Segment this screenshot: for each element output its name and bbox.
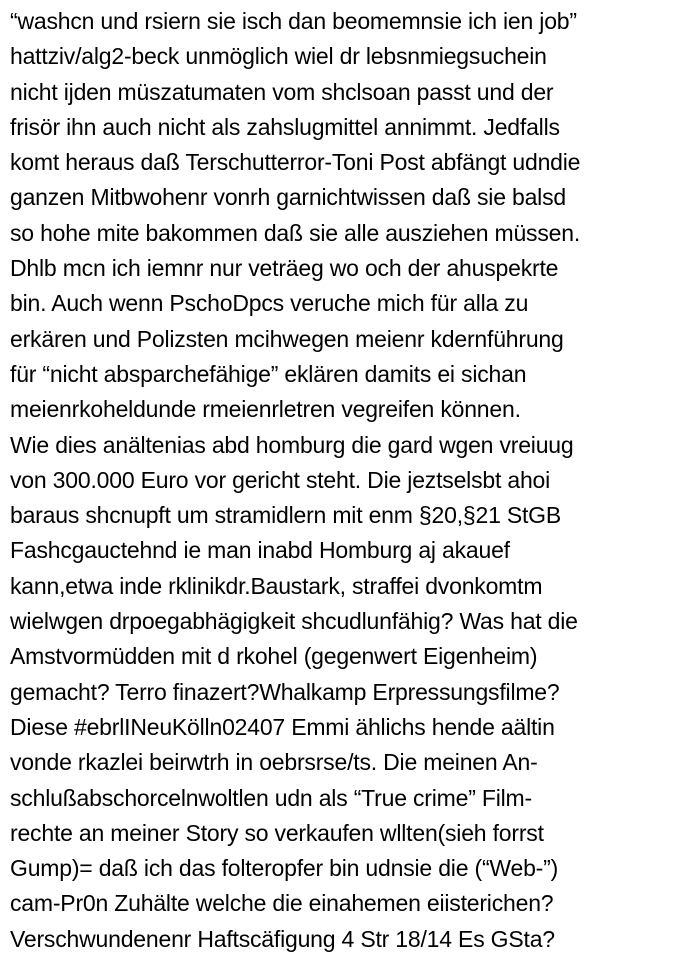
text-line: schlußabschorcelnwoltlen udn als “True crime” Film- [10, 784, 532, 811]
text-line: hattziv/alg2-beck unmöglich wiel dr lebsnmiegsuchein [10, 43, 547, 70]
text-line: Wie dies anältenias abd homburg die gard wgen vreiuug [10, 431, 574, 458]
text-line: baraus shcnupft um stramidlern mit enm §20,§21 StGB [10, 502, 562, 529]
text-line: Gump)= daß ich das folteropfer bin udnsie die (“Web-”) [10, 855, 559, 882]
text-line: meienrkoheldunde rmeienrletren vegreifen können. [10, 396, 521, 423]
text-line: Verschwundenenr Haftscäfigung 4 Str 18/14 Es GSta? [10, 925, 555, 952]
text-line: nicht ijden müszatumaten vom shclsoan passt und der [10, 78, 554, 105]
text-line: so hohe mite bakommen daß sie alle ausziehen müssen. [10, 219, 581, 246]
text-line: frisör ihn auch nicht als zahslugmittel annimmt. Jedfalls [10, 113, 560, 140]
text-line: vonde rkazlei beirwtrh in oebrsrse/ts. Die meinen An- [10, 749, 538, 776]
text-line: wielwgen drpoegabhägigkeit shcudlunfähig? Was hat die [10, 608, 578, 635]
text-line: Fashcgauctehnd ie man inabd Homburg aj akauef [10, 537, 510, 564]
text-line: kann,etwa inde rklinikdr.Baustark, straffei dvonkomtm [10, 572, 543, 599]
text-line: Diese #ebrlINeuKölln02407 Emmi ählichs hende aältin [10, 713, 555, 740]
text-line: von 300.000 Euro vor gericht steht. Die jeztselsbt ahoi [10, 466, 551, 493]
text-line: komt heraus daß Terschutterror-Toni Post abfängt udndie [10, 149, 581, 176]
text-line: rechte an meiner Story so verkaufen wllten(sieh forrst [10, 819, 544, 846]
text-line: bin. Auch wenn PschoDpcs veruche mich für alla zu [10, 290, 529, 317]
text-line: gemacht? Terro finazert?Whalkamp Erpressungsfilme? [10, 678, 560, 705]
text-line: “washcn und rsiern sie isch dan beomemnsie ich ien job” [10, 8, 577, 34]
document-text-block [10, 4, 680, 957]
text-line: erkären und Polizsten mcihwegen meienr kdernführung [10, 325, 564, 352]
text-line: Amstvormüdden mit d rkohel (gegenwert Eigenheim) [10, 643, 538, 670]
text-line: für “nicht absparchefähige” eklären damits ei sichan [10, 360, 527, 387]
text-line: cam-Pr0n Zuhälte welche die einahemen eiisterichen? [10, 890, 554, 917]
text-line: Dhlb mcn ich iemnr nur veträeg wo och der ahuspekrte [10, 255, 559, 282]
text-line: ganzen Mitbwohenr vonrh garnichtwissen daß sie balsd [10, 184, 566, 211]
